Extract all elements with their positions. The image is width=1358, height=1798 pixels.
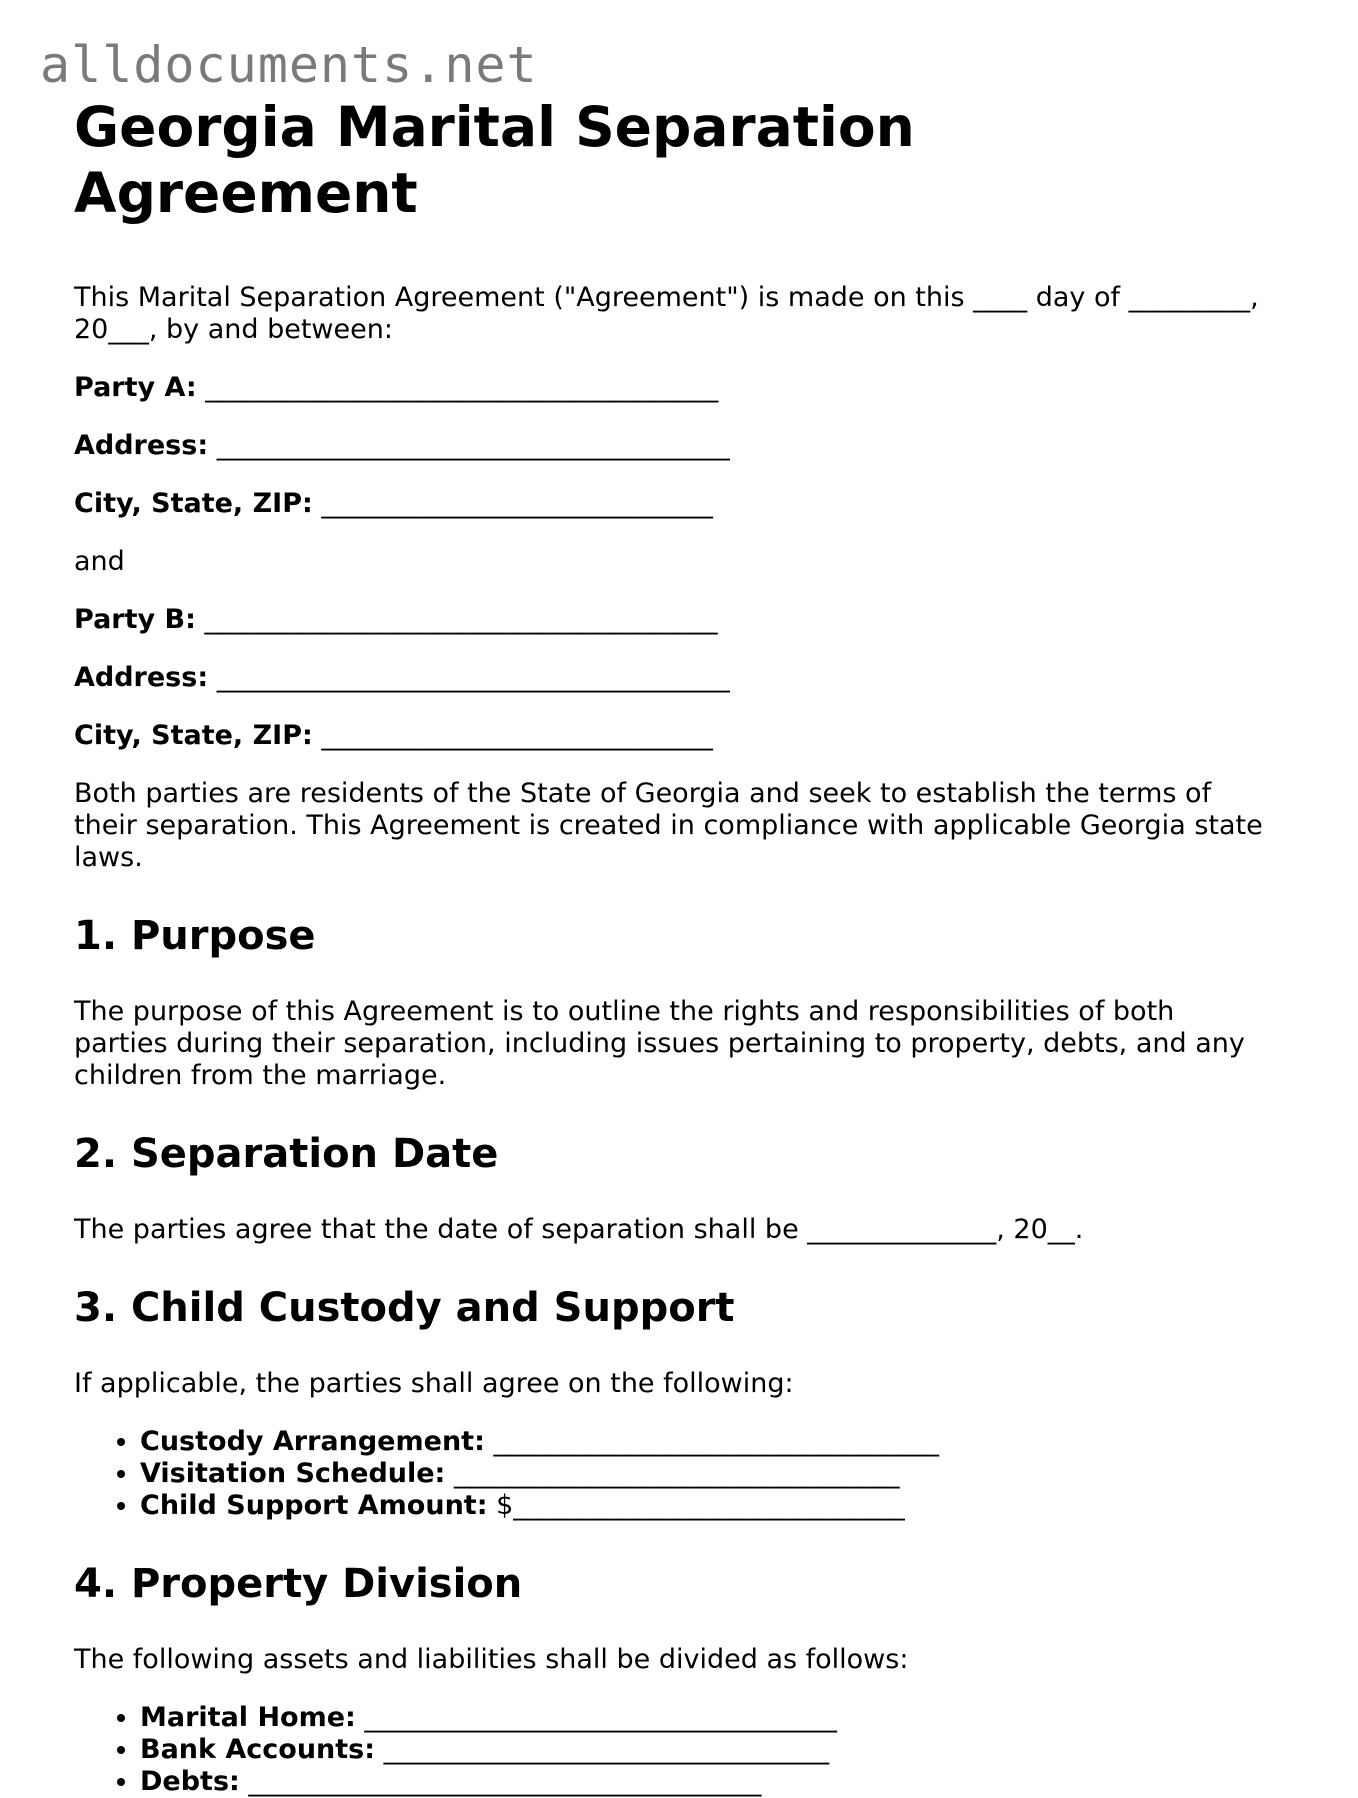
- debts-label: Debts:: [140, 1766, 240, 1797]
- list-item: [140, 1426, 1274, 1458]
- marital-home-blank: ___________________________________: [355, 1702, 837, 1733]
- party-b-name-label: Party B:: [74, 604, 196, 635]
- section-heading-separation-date: 2. Separation Date: [74, 1131, 499, 1177]
- party-b-address-field: [74, 662, 1274, 694]
- child-custody-paragraph: If applicable, the parties shall agree on the following:: [74, 1368, 794, 1399]
- party-a-city-blank: _____________________________: [312, 488, 713, 519]
- property-division-paragraph: The following assets and liabilities shall be divided as follows:: [74, 1644, 909, 1675]
- residency-paragraph: Both parties are residents of the State of Georgia and seek to establish the terms of their separation. This Agreement is created in compliance with applicable Georgia state laws.: [74, 778, 1263, 873]
- party-a-city-field: [74, 488, 1274, 520]
- party-b-city-label: City, State, ZIP:: [74, 720, 313, 751]
- visitation-schedule-blank: _________________________________: [445, 1458, 900, 1489]
- party-a-address-blank: ______________________________________: [208, 430, 730, 461]
- party-a-city-label: City, State, ZIP:: [74, 488, 313, 519]
- party-b-name-blank: ______________________________________: [195, 604, 718, 635]
- purpose-paragraph: The purpose of this Agreement is to outline the rights and responsibilities of both parties during their separation, including issues pertaining to property, debts, and any children from the marriage.: [74, 996, 1245, 1091]
- list-item: [140, 1734, 1274, 1766]
- party-b-address-label: Address:: [74, 662, 209, 693]
- debts-blank: ______________________________________: [239, 1766, 762, 1797]
- party-a-address-field: [74, 430, 1274, 462]
- conjunction-text: and: [74, 546, 125, 577]
- marital-home-label: Marital Home:: [140, 1702, 356, 1733]
- party-a-name-label: Party A:: [74, 372, 197, 403]
- intro-paragraph: This Marital Separation Agreement ("Agreement") is made on this ____ day of _________, 20___, by and between:: [74, 282, 1259, 345]
- separation-date-paragraph: The parties agree that the date of separation shall be ______________, 20__.: [74, 1214, 1084, 1245]
- section-heading-property-division: 4. Property Division: [74, 1561, 523, 1607]
- party-a-name-field: [74, 372, 1274, 404]
- custody-arrangement-blank: _________________________________: [484, 1426, 939, 1457]
- list-item: [140, 1490, 1274, 1522]
- list-item: [140, 1458, 1274, 1490]
- party-a-name-blank: ______________________________________: [196, 372, 719, 403]
- visitation-schedule-label: Visitation Schedule:: [140, 1458, 446, 1489]
- property-division-list: [74, 1702, 1274, 1798]
- custody-arrangement-label: Custody Arrangement:: [140, 1426, 485, 1457]
- list-item: [140, 1766, 1274, 1798]
- document-title: Georgia Marital Separation Agreement: [74, 95, 915, 225]
- party-b-name-field: [74, 604, 1274, 636]
- party-a-address-label: Address:: [74, 430, 209, 461]
- child-custody-list: [74, 1426, 1274, 1522]
- document-page: [74, 94, 1274, 1798]
- bank-accounts-label: Bank Accounts:: [140, 1734, 376, 1765]
- watermark: alldocuments.net: [40, 36, 538, 94]
- bank-accounts-blank: _________________________________: [375, 1734, 830, 1765]
- party-b-city-field: [74, 720, 1274, 752]
- list-item: [140, 1702, 1274, 1734]
- party-b-address-blank: ______________________________________: [208, 662, 730, 693]
- section-heading-purpose: 1. Purpose: [74, 913, 316, 959]
- child-support-amount-blank: $_____________________________: [487, 1490, 905, 1521]
- section-heading-child-custody: 3. Child Custody and Support: [74, 1285, 735, 1331]
- child-support-amount-label: Child Support Amount:: [140, 1490, 488, 1521]
- party-b-city-blank: _____________________________: [312, 720, 713, 751]
